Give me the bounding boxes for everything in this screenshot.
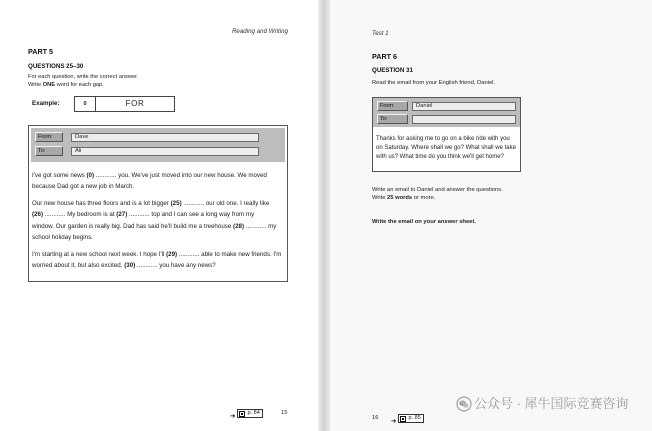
- instruction-text: word for each gap.: [55, 82, 104, 88]
- gap-number: (28): [233, 222, 245, 230]
- email-text: because Dad got a new job in March.: [32, 183, 135, 191]
- answer-key-reference: [391, 414, 424, 423]
- email-body-line: [32, 170, 281, 181]
- to-field: [412, 115, 516, 124]
- email-card: [372, 97, 521, 172]
- answer-key-icon: [400, 416, 406, 422]
- page-number: 16: [372, 415, 379, 421]
- running-header: Reading and Writing: [231, 28, 288, 35]
- email-paragraph: [32, 170, 281, 193]
- part-title: PART 5: [28, 47, 54, 56]
- arrow-right-icon: [230, 405, 235, 423]
- email-paragraph: [32, 198, 281, 243]
- task-text: or more.: [412, 195, 436, 201]
- email-text: I've got some news: [32, 172, 87, 179]
- email-text: ............ you. We've just moved into our new house. We moved: [94, 172, 267, 179]
- to-label: To:: [35, 146, 63, 156]
- email-card: [28, 125, 288, 282]
- instruction-line: [28, 81, 104, 89]
- email-text: window. Our garden is really big. Dad has said he'll build me a treehouse: [32, 222, 234, 230]
- email-body-line: with us? What time do you think we'll get home?: [376, 154, 504, 160]
- left-page: [0, 0, 318, 431]
- email-text: ............ My bedroom is at: [43, 211, 117, 219]
- task-text: Write: [372, 195, 388, 201]
- email-text: worried about it, but also excited.: [32, 262, 125, 270]
- gap-number: (26): [32, 211, 44, 219]
- wechat-icon: [456, 396, 472, 412]
- task-line: [372, 194, 435, 202]
- from-label: From:: [35, 132, 63, 142]
- page-ref-text: p. 84: [247, 410, 260, 416]
- page-gutter: [318, 0, 330, 431]
- instruction-line: For each question, write the correct answer.: [28, 74, 139, 80]
- part-title: PART 6: [372, 52, 398, 61]
- email-text: ............ top and I can see a long way from my: [127, 211, 255, 219]
- email-text: ............ able to make new friends. I'm: [177, 250, 282, 258]
- email-body-line: [32, 221, 281, 232]
- example-answer: FOR: [125, 99, 145, 108]
- from-label: From:: [377, 101, 408, 111]
- example-number: 0: [75, 97, 96, 111]
- page-number: 15: [281, 410, 288, 416]
- right-page: [330, 0, 652, 431]
- email-text: Our new house has three floors and is a lot bigger: [32, 200, 171, 208]
- email-body-line: on Saturday. Where shall we go? What shall we take: [376, 145, 516, 151]
- questions-title: QUESTIONS 25–30: [28, 63, 84, 70]
- email-body-line: Thanks for asking me to go on a bike ride with you: [376, 136, 510, 142]
- page-ref-text: p. 85: [408, 415, 421, 421]
- email-text: ............ you have any news?: [135, 262, 216, 270]
- answer-key-icon: [239, 411, 245, 417]
- task-emphasis: 25 words: [387, 195, 413, 201]
- from-field: Daniel: [412, 102, 516, 111]
- email-text: ............ my: [244, 222, 277, 230]
- email-body-line: [32, 198, 281, 209]
- email-paragraph: [32, 249, 281, 272]
- gap-number: (27): [116, 211, 128, 219]
- task-line: Write an email to Daniel and answer the questions.: [372, 187, 503, 193]
- email-body: [376, 135, 516, 162]
- to-label: To:: [377, 114, 408, 124]
- email-text: school holiday begins.: [32, 233, 93, 241]
- to-field: Ali: [71, 147, 259, 156]
- gap-number: (29): [166, 250, 178, 258]
- email-body-line: [32, 260, 281, 271]
- arrow-right-icon: [391, 410, 396, 428]
- running-header: Test 1: [372, 30, 389, 37]
- answer-key-reference: [230, 409, 263, 418]
- email-body-line: [32, 249, 281, 260]
- instruction-text: Write: [28, 82, 43, 88]
- watermark-text: 公众号 · 犀牛国际竞赛咨询: [474, 396, 629, 411]
- question-title: QUESTION 31: [372, 67, 413, 74]
- page-ref-box: [398, 414, 423, 423]
- example-label: Example:: [32, 100, 60, 107]
- instruction-line: Read the email from your English friend, Daniel.: [372, 80, 496, 86]
- instruction-emphasis: ONE: [42, 82, 56, 88]
- from-field: Dave: [71, 133, 259, 142]
- email-text: I'm starting at a new school next week. I hope I'll: [32, 250, 167, 258]
- gap-number: (0): [86, 172, 95, 179]
- page-ref-box: [237, 409, 262, 418]
- email-body-line: [32, 209, 281, 220]
- email-text: ............ our old one. I really like: [181, 200, 270, 208]
- email-body-line: [32, 181, 281, 192]
- gap-number: (25): [170, 200, 182, 208]
- email-body: [32, 170, 281, 277]
- gap-number: (30): [124, 262, 136, 270]
- answer-sheet-note: Write the email on your answer sheet.: [372, 219, 476, 225]
- email-body-line: [32, 232, 281, 243]
- example-box: [74, 96, 175, 112]
